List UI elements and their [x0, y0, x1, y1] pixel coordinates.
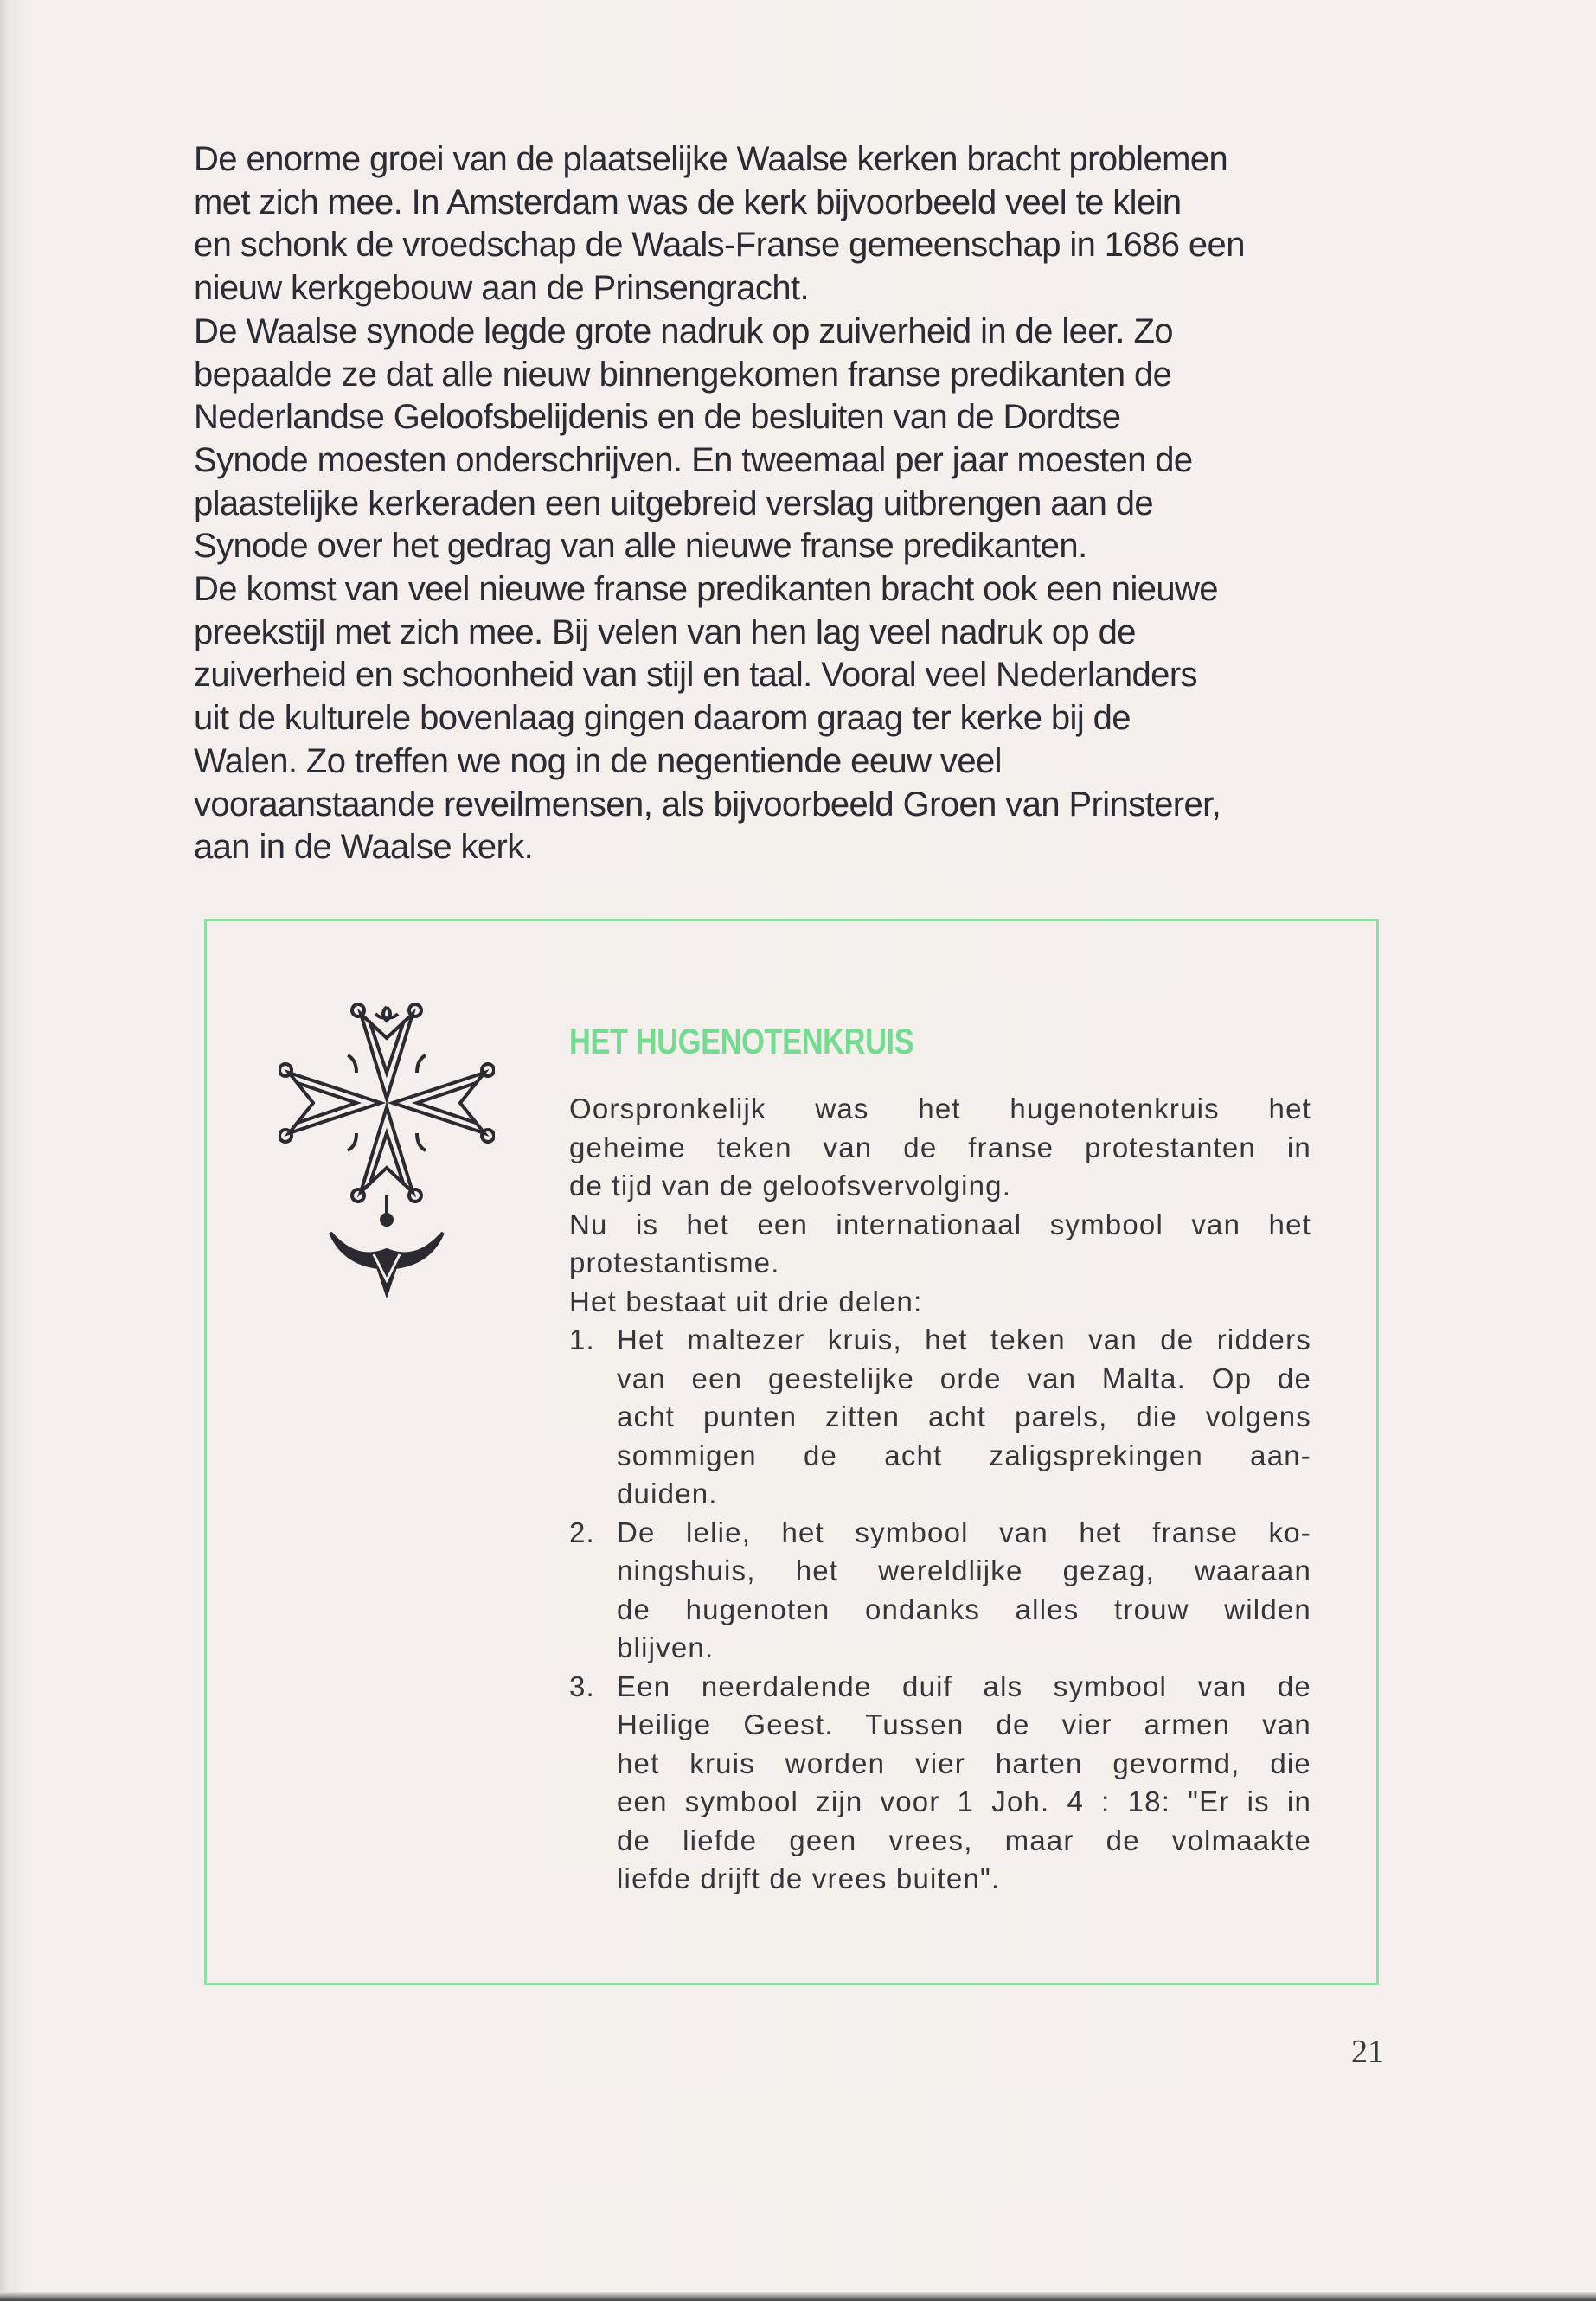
text-line: liefde drijft de vrees buiten".: [617, 1862, 1001, 1894]
text-line: blijven.: [617, 1631, 715, 1663]
text-line: De enorme groei van de plaatselijke Waalse kerken bracht problemen: [194, 140, 1228, 178]
text-line: Synode moesten onderschrijven. En tweemaal per jaar moesten de: [194, 440, 1193, 479]
page-number: 21: [1351, 2034, 1384, 2070]
text-line: van een geestelijke orde van Malta. Op de: [617, 1362, 1311, 1394]
text-line: Het maltezer kruis, het teken van de ridders: [617, 1324, 1311, 1356]
text-line: en schonk de vroedschap de Waals-Franse gemeenschap in 1686 een: [194, 226, 1245, 265]
text-line: acht punten zitten acht parels, die volgens: [617, 1400, 1311, 1433]
text-line: met zich mee. In Amsterdam was de kerk bijvoorbeeld veel te klein: [194, 183, 1182, 221]
text-line: zuiverheid en schoonheid van stijl en taal. Vooral veel Nederlanders: [194, 656, 1197, 695]
text-line: sommigen de acht zaligsprekingen aan-: [617, 1439, 1311, 1471]
text-line: duiden.: [617, 1477, 718, 1509]
text-line: Nu is het een internationaal symbool van het: [569, 1208, 1311, 1240]
box-body-text: [569, 1090, 1311, 1899]
list-number: 2.: [569, 1516, 595, 1548]
text-line: Heilige Geest. Tussen de vier armen van: [617, 1708, 1311, 1740]
list-item: [569, 1321, 1311, 1514]
list-number: 3.: [569, 1670, 595, 1702]
text-line: nieuw kerkgebouw aan de Prinsengracht.: [194, 269, 809, 308]
text-line: Synode over het gedrag van alle nieuwe franse predikanten.: [194, 527, 1087, 566]
text-line: plaastelijke kerkeraden een uitgebreid verslag uitbrengen aan de: [194, 484, 1154, 522]
text-line: de hugenoten ondanks alles trouw wilden: [617, 1593, 1311, 1625]
text-line: geheime teken van de franse protestanten in: [569, 1131, 1311, 1163]
box-heading: HET HUGENOTENKRUIS: [569, 1021, 914, 1061]
text-line: het kruis worden vier harten gevormd, die: [617, 1747, 1311, 1779]
list-item: [569, 1514, 1311, 1668]
text-line: Walen. Zo treffen we nog in de negentiende eeuw veel: [194, 741, 1002, 780]
text-line: Nederlandse Geloofsbelijdenis en de besluiten van de Dordtse: [194, 398, 1121, 437]
text-line: preekstijl met zich mee. Bij velen van hen lag veel nadruk op de: [194, 612, 1136, 651]
text-line: vooraanstaande reveilmensen, als bijvoorbeeld Groen van Prinsterer,: [194, 785, 1221, 824]
text-line: Een neerdalende duif als symbool van de: [617, 1670, 1311, 1702]
text-line: De komst van veel nieuwe franse predikanten bracht ook een nieuwe: [194, 570, 1218, 609]
huguenot-cross-icon: [279, 1003, 495, 1298]
text-line: uit de kulturele bovenlaag gingen daarom graag ter kerke bij de: [194, 699, 1131, 738]
text-line: aan in de Waalse kerk.: [194, 828, 534, 867]
text-line: bepaalde ze dat alle nieuw binnengekomen franse predikanten de: [194, 355, 1172, 394]
text-line: De lelie, het symbool van het franse ko-: [617, 1516, 1311, 1548]
list-item: [569, 1668, 1311, 1899]
list-number: 1.: [569, 1324, 595, 1356]
text-line: De Waalse synode legde grote nadruk op zuiverheid in de leer. Zo: [194, 311, 1173, 350]
text-line: Het bestaat uit drie delen:: [569, 1285, 923, 1317]
text-line: protestantisme.: [569, 1247, 780, 1279]
text-line: ningshuis, het wereldlijke gezag, waaraan: [617, 1554, 1311, 1586]
page-bottom-edge: [0, 2292, 1596, 2301]
text-line: Oorspronkelijk was het hugenotenkruis het: [569, 1093, 1311, 1125]
text-line: een symbool zijn voor 1 Joh. 4 : 18: "Er is in: [617, 1785, 1311, 1817]
text-line: de liefde geen vrees, maar de volmaakte: [617, 1823, 1311, 1856]
main-body-text: [194, 138, 1422, 869]
text-line: de tijd van de geloofsvervolging.: [569, 1170, 1012, 1202]
